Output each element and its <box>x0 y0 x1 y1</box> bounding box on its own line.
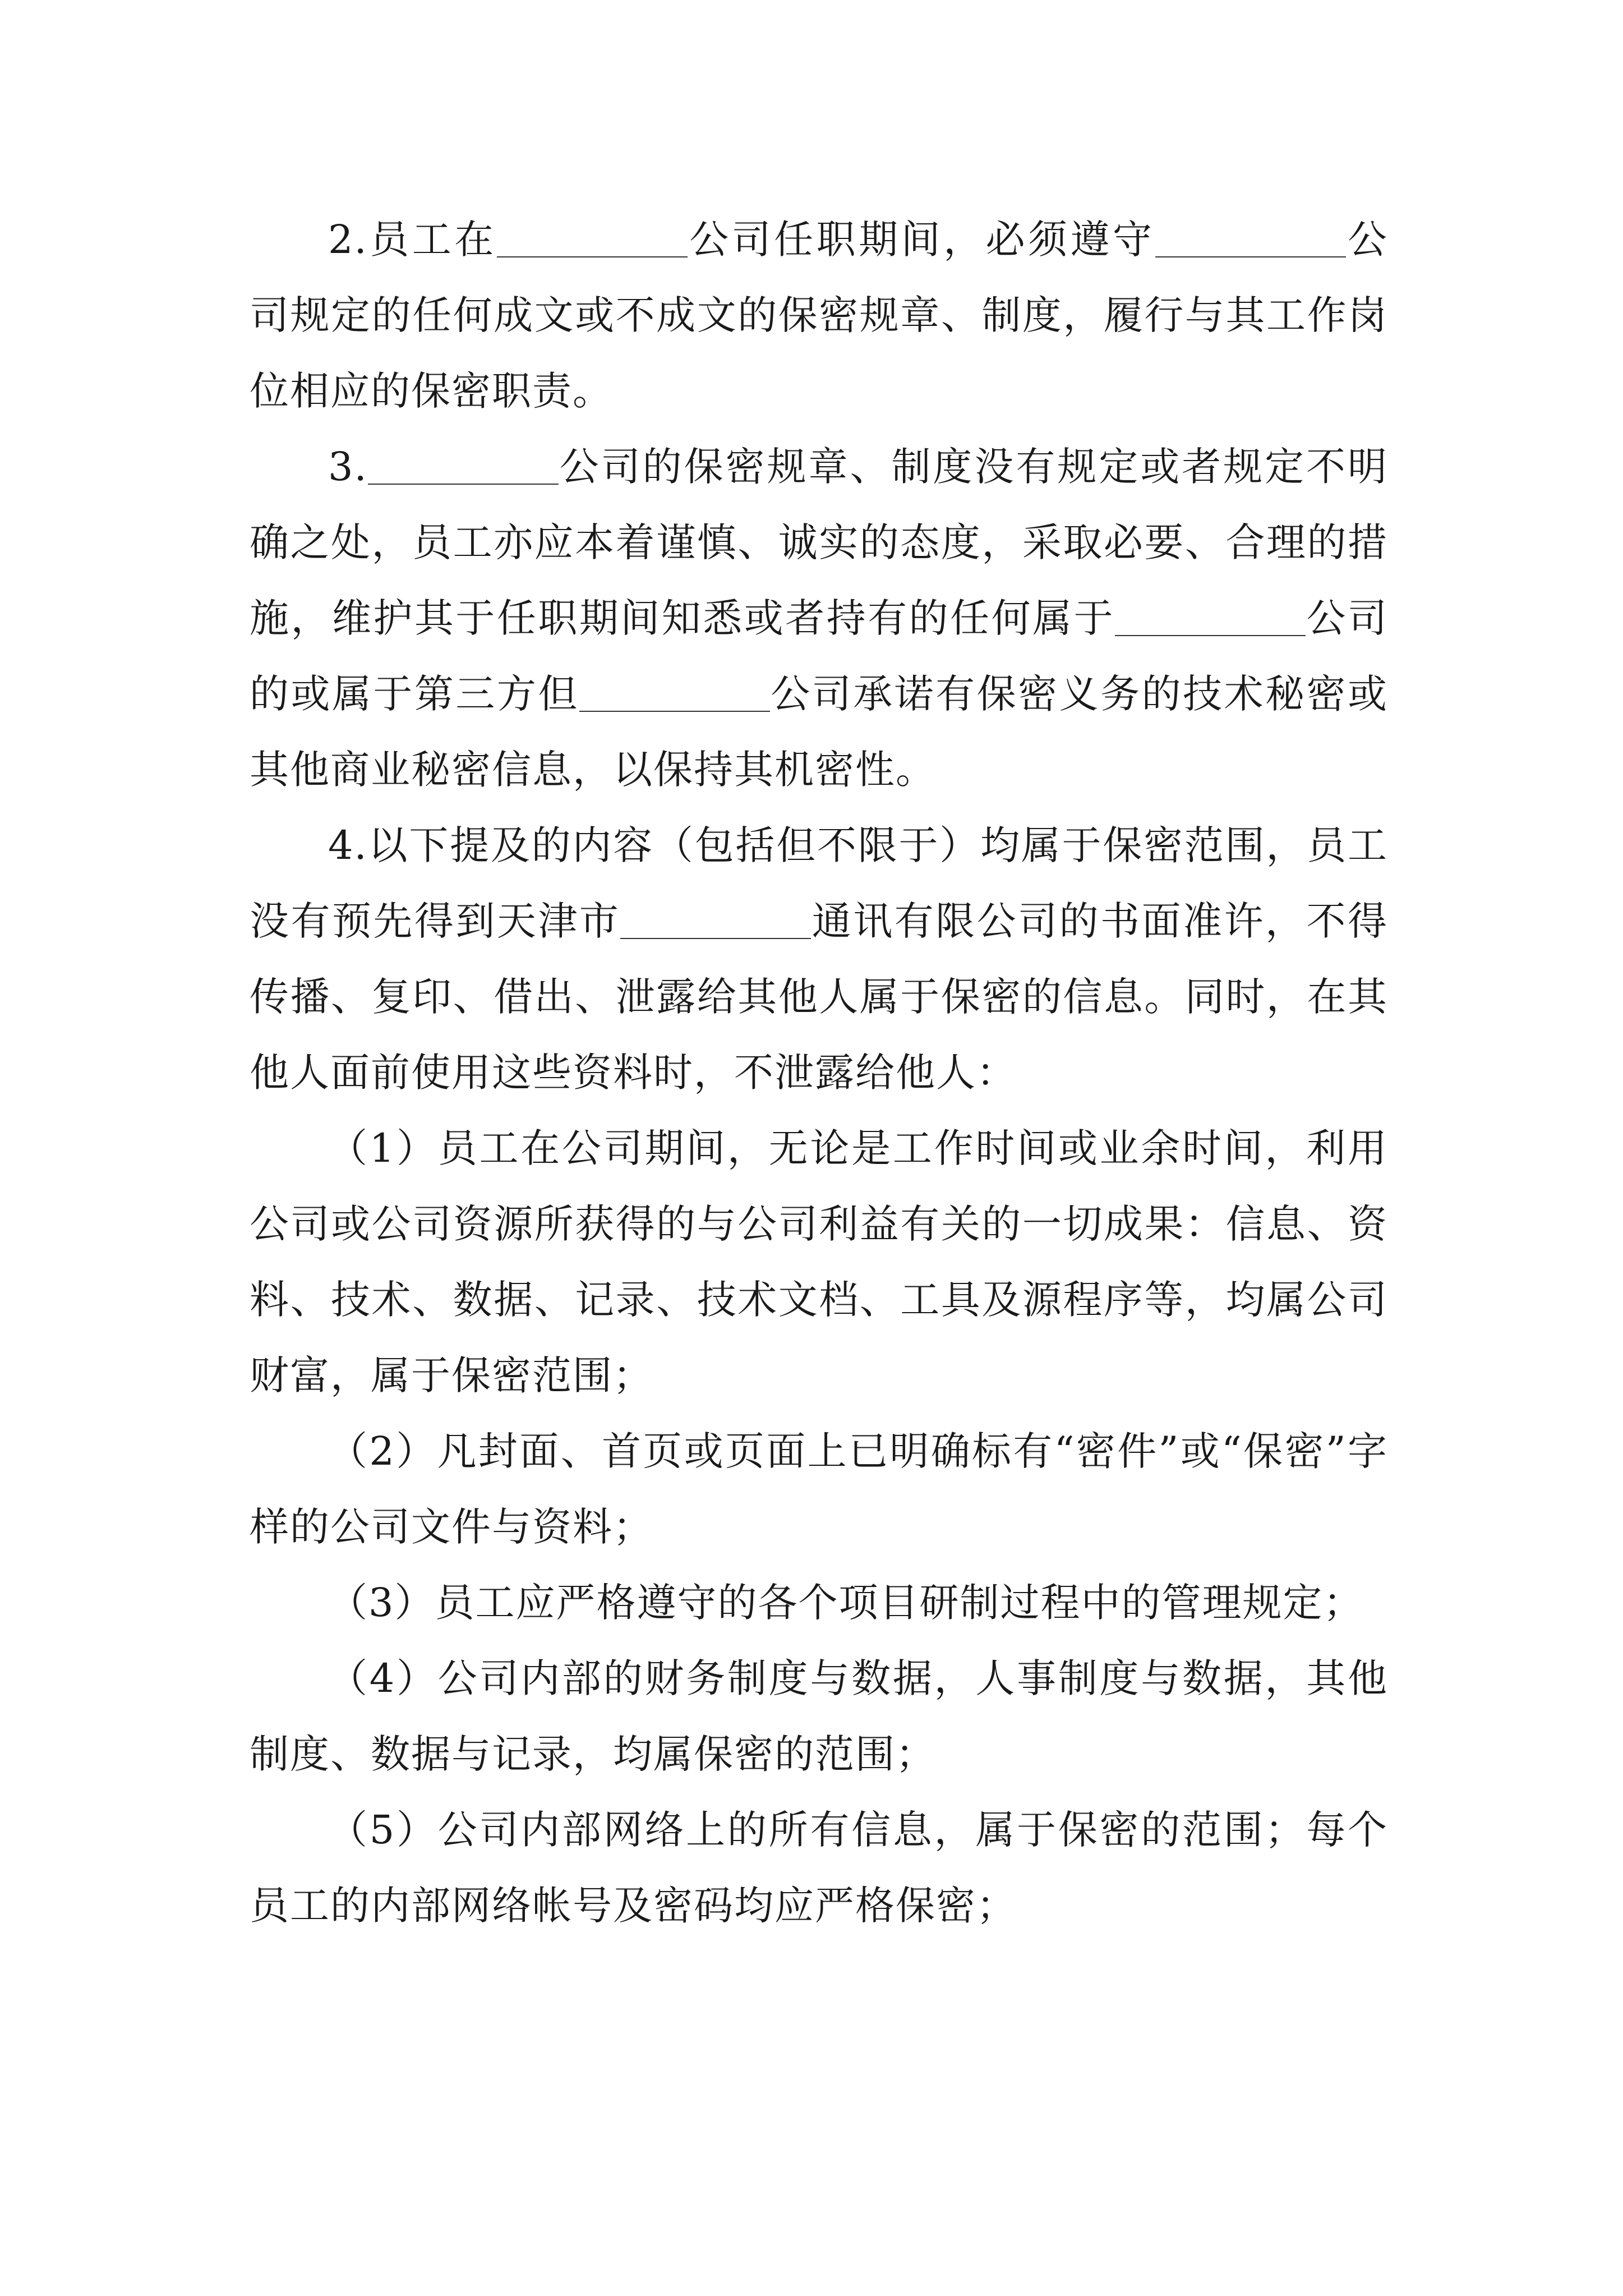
document-body <box>250 202 1388 1944</box>
item-4-paragraph <box>250 1641 1388 1792</box>
item-3-paragraph <box>250 1565 1388 1641</box>
blank-line <box>368 444 559 485</box>
blank-line <box>1155 217 1346 257</box>
clause-4-text: 4.以下提及的内容（包括但不限于）均属于保密范围，员工没有预先得到天津市 <box>250 822 1388 944</box>
blank-line <box>497 217 688 257</box>
clause-4-text: 通讯有限公司的书面准许，不得传播、复印、借出、泄露给其他人属于保密的信息。同时，在其他人面前使用这些资料时，不泄露给他人： <box>250 898 1389 1096</box>
clause-2-text: 公司任职期间，必须遵守 <box>687 217 1155 263</box>
blank-line <box>620 899 811 939</box>
item-5-paragraph <box>250 1792 1388 1944</box>
clause-4-paragraph <box>250 808 1388 1111</box>
clause-3-text: 公司承诺有保密义务的技术秘密或其他商业秘密信息，以保持其机密性。 <box>250 671 1389 793</box>
blank-line <box>1115 596 1306 636</box>
clause-2-text: 公司规定的任何成文或不成文的保密规章、制度，履行与其工作岗位相应的保密职责。 <box>250 217 1388 414</box>
item-1-text: （1）员工在公司期间，无论是工作时间或业余时间，利用公司或公司资源所获得的与公司利益有关的一切成果：信息、资料、技术、数据、记录、技术文档、工具及源程序等，均属公司财富，属于保密范围； <box>250 1125 1388 1398</box>
clause-3-paragraph <box>250 429 1388 808</box>
clause-3-text: 公司的或属于第三方但 <box>250 595 1389 717</box>
clause-3-text: 公司的保密规章、制度没有规定或者规定不明确之处，员工亦应本着谨慎、诚实的态度，采取必要、合理的措施，维护其于任职期间知悉或者持有的任何属于 <box>250 444 1388 641</box>
item-4-text: （4）公司内部的财务制度与数据，人事制度与数据，其他制度、数据与记录，均属保密的范围； <box>250 1655 1388 1777</box>
clause-3-text: 3. <box>328 444 368 490</box>
clause-2-text: 2.员工在 <box>328 217 497 263</box>
item-2-text: （2）凡封面、首页或页面上已明确标有“密件”或“保密”字样的公司文件与资料； <box>250 1428 1388 1550</box>
clause-2-paragraph <box>250 202 1388 429</box>
item-1-paragraph <box>250 1111 1388 1414</box>
item-2-paragraph <box>250 1414 1388 1565</box>
blank-line <box>579 671 770 712</box>
item-3-text: （3）员工应严格遵守的各个项目研制过程中的管理规定； <box>328 1580 1364 1626</box>
item-5-text: （5）公司内部网络上的所有信息，属于保密的范围；每个员工的内部网络帐号及密码均应严格保密； <box>250 1807 1388 1929</box>
